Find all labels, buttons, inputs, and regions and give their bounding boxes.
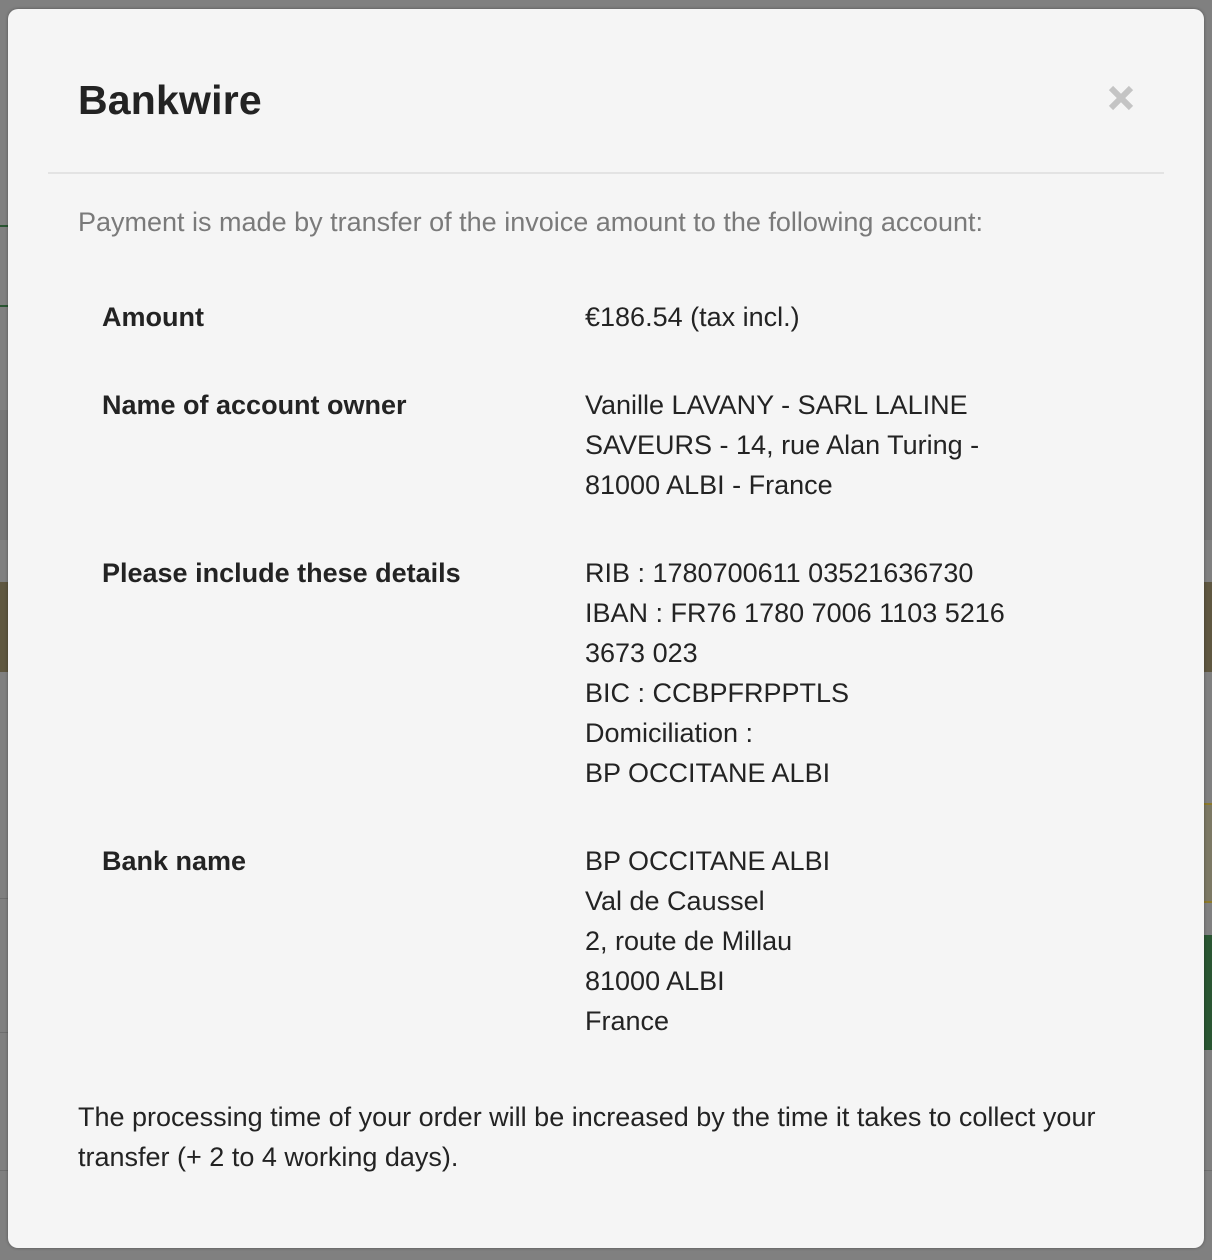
- intro-text: Payment is made by transfer of the invoice amount to the following account:: [78, 207, 983, 237]
- close-icon: [1104, 81, 1138, 115]
- detail-line-domiciliation-value: BP OCCITANE ALBI: [585, 758, 831, 788]
- bankwire-modal: [8, 9, 1204, 1248]
- detail-line: 81000 ALBI: [585, 966, 725, 996]
- detail-line-bic: BIC : CCBPFRPPTLS: [585, 678, 850, 708]
- detail-line-rib: RIB : 1780700611 03521636730: [585, 558, 974, 588]
- detail-label: Please include these details: [102, 558, 461, 588]
- detail-value-payment-details: [585, 553, 1005, 793]
- detail-line: 2, route de Millau: [585, 926, 793, 956]
- detail-line-domiciliation: Domiciliation :: [585, 718, 754, 748]
- detail-line: €186.54 (tax incl.): [585, 302, 800, 332]
- detail-label: Amount: [102, 302, 204, 332]
- modal-header: [48, 9, 1164, 174]
- detail-line: Vanille LAVANY - SARL LALINE: [585, 390, 968, 420]
- processing-time-note: The processing time of your order will be increased by the time it takes to collect your transfer (+ 2 to 4 working days).: [78, 1102, 1096, 1172]
- detail-label: Name of account owner: [102, 390, 407, 420]
- detail-line: 81000 ALBI - France: [585, 470, 833, 500]
- detail-value-bank-address: [585, 841, 830, 1041]
- detail-line-iban: IBAN : FR76 1780 7006 1103 5216: [585, 598, 1005, 628]
- detail-value-account-owner: [585, 385, 979, 505]
- detail-line-iban-cont: 3673 023: [585, 638, 698, 668]
- detail-value-amount: [585, 297, 800, 337]
- detail-line: SAVEURS - 14, rue Alan Turing -: [585, 430, 980, 460]
- close-button[interactable]: [1104, 81, 1138, 115]
- detail-label: Bank name: [102, 846, 247, 876]
- detail-line: BP OCCITANE ALBI: [585, 846, 831, 876]
- detail-line: France: [585, 1006, 670, 1036]
- modal-title: Bankwire: [78, 77, 262, 123]
- detail-line: Val de Caussel: [585, 886, 765, 916]
